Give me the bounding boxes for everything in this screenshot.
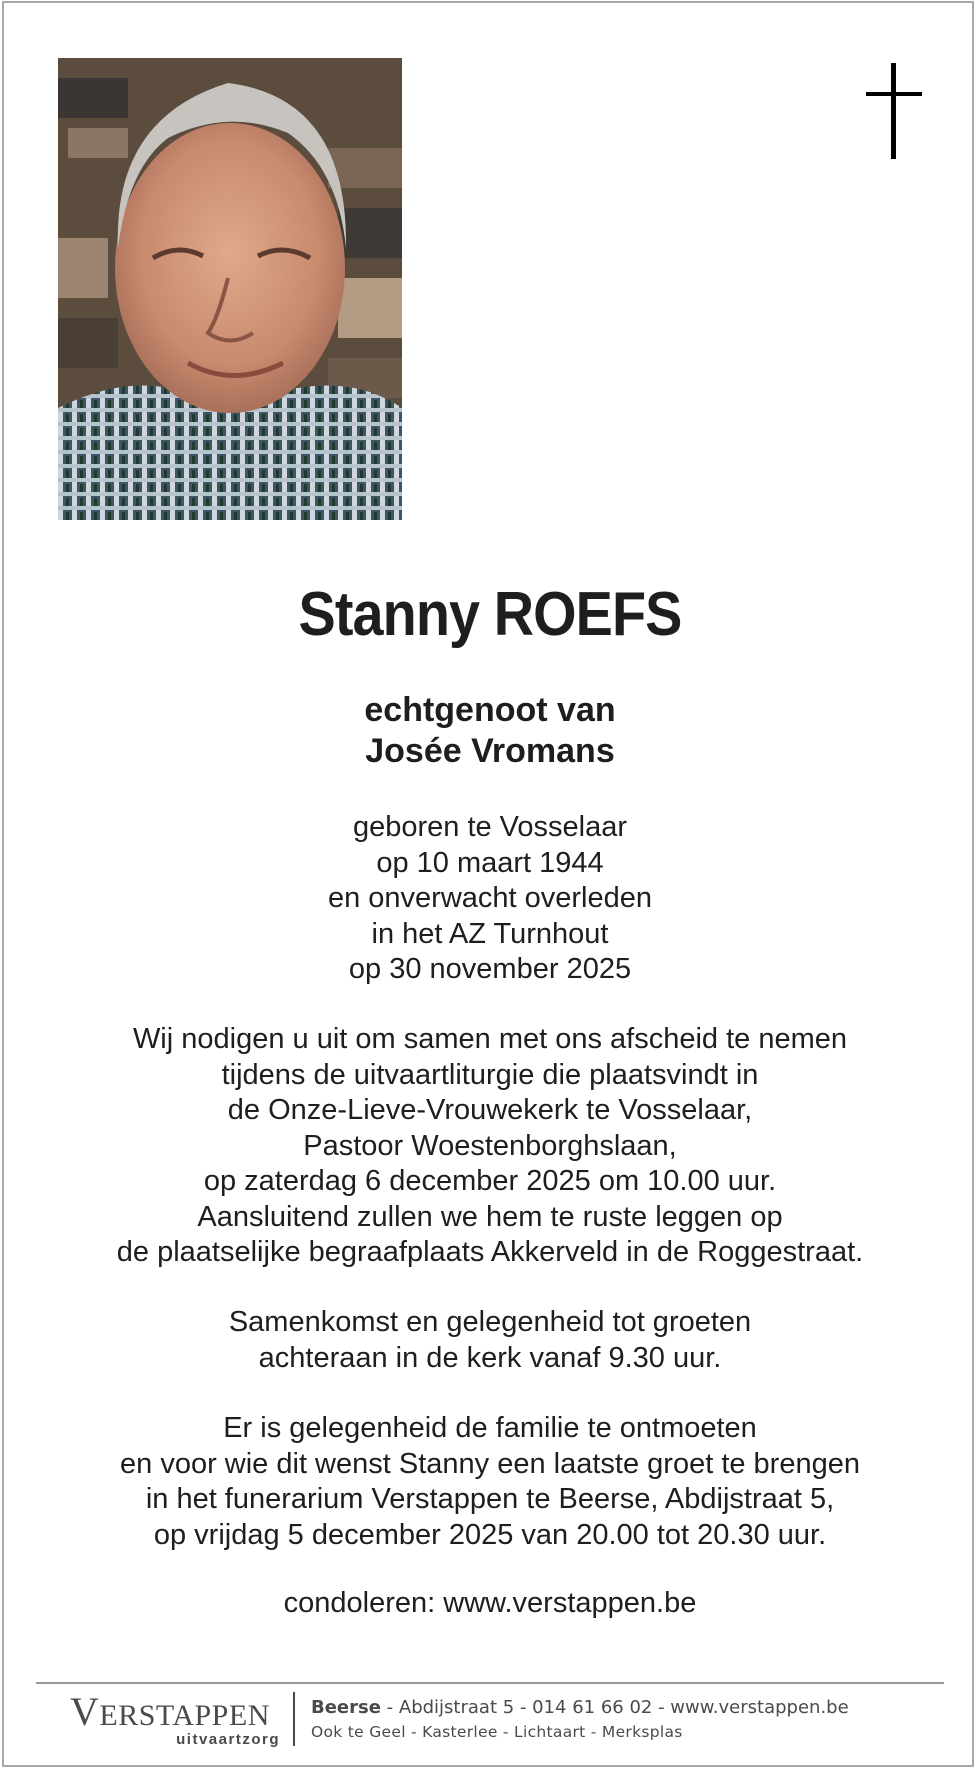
text-line: Aansluitend zullen we hem te ruste leggen op bbox=[197, 1200, 783, 1233]
footer-contact: - Abdijstraat 5 - 014 61 66 02 - www.verstappen.be bbox=[380, 1697, 849, 1718]
spouse-name: Josée Vromans bbox=[365, 732, 615, 770]
footer-address bbox=[311, 1697, 849, 1719]
text-line: op 30 november 2025 bbox=[348, 953, 632, 985]
gathering-details bbox=[0, 1305, 980, 1376]
spouse-label: echtgenoot van bbox=[364, 691, 616, 729]
text-line: Samenkomst en gelegenheid tot groeten bbox=[228, 1306, 752, 1338]
text-line: Wij nodigen u uit om samen met ons afscheid te nemen bbox=[132, 1023, 848, 1055]
text-line: geboren te Vosselaar bbox=[352, 811, 628, 843]
text-line: achteraan in de kerk vanaf 9.30 uur. bbox=[258, 1341, 722, 1374]
deceased-name: Stanny ROEFS bbox=[298, 580, 682, 649]
logo-initial: V bbox=[70, 1689, 100, 1734]
text-line: in het AZ Turnhout bbox=[371, 917, 609, 950]
verstappen-logo bbox=[70, 1684, 280, 1748]
text-line: tijdens de uitvaartliturgie die plaatsvindt in bbox=[221, 1058, 759, 1091]
portrait-photo-icon bbox=[58, 58, 402, 520]
visit-details bbox=[0, 1411, 980, 1553]
text-line: op 10 maart 1944 bbox=[376, 846, 604, 879]
text-line: de Onze-Lieve-Vrouwekerk te Vosselaar, bbox=[227, 1094, 753, 1126]
logo-text: ERSTAPPEN bbox=[99, 1699, 270, 1732]
cross-icon bbox=[866, 63, 922, 159]
spouse-block bbox=[0, 690, 980, 772]
life-details bbox=[0, 810, 980, 988]
ceremony-details bbox=[0, 1022, 980, 1271]
text-line: in het funerarium Verstappen te Beerse, Abdijstraat 5, bbox=[145, 1483, 835, 1515]
logo-subtitle: uitvaartzorg bbox=[176, 1731, 280, 1748]
portrait-photo bbox=[58, 58, 402, 520]
text-line: en voor wie dit wenst Stanny een laatste groet te brengen bbox=[120, 1447, 860, 1480]
condolence-link[interactable]: condoleren: www.verstappen.be bbox=[283, 1587, 697, 1619]
text-line: Pastoor Woestenborghslaan, bbox=[303, 1129, 677, 1162]
text-line: en onverwacht overleden bbox=[327, 882, 653, 914]
footer-separator bbox=[293, 1692, 295, 1746]
text-line: Er is gelegenheid de familie te ontmoeten bbox=[223, 1412, 757, 1444]
text-line: op zaterdag 6 december 2025 om 10.00 uur. bbox=[203, 1165, 777, 1197]
footer-branches: Ook te Geel - Kasterlee - Lichtaart - Merksplas bbox=[311, 1723, 683, 1741]
text-line: de plaatselijke begraafplaats Akkerveld in de Roggestraat. bbox=[116, 1236, 864, 1268]
footer-city: Beerse bbox=[311, 1697, 381, 1718]
text-line: op vrijdag 5 december 2025 van 20.00 tot 20.30 uur. bbox=[153, 1518, 827, 1551]
